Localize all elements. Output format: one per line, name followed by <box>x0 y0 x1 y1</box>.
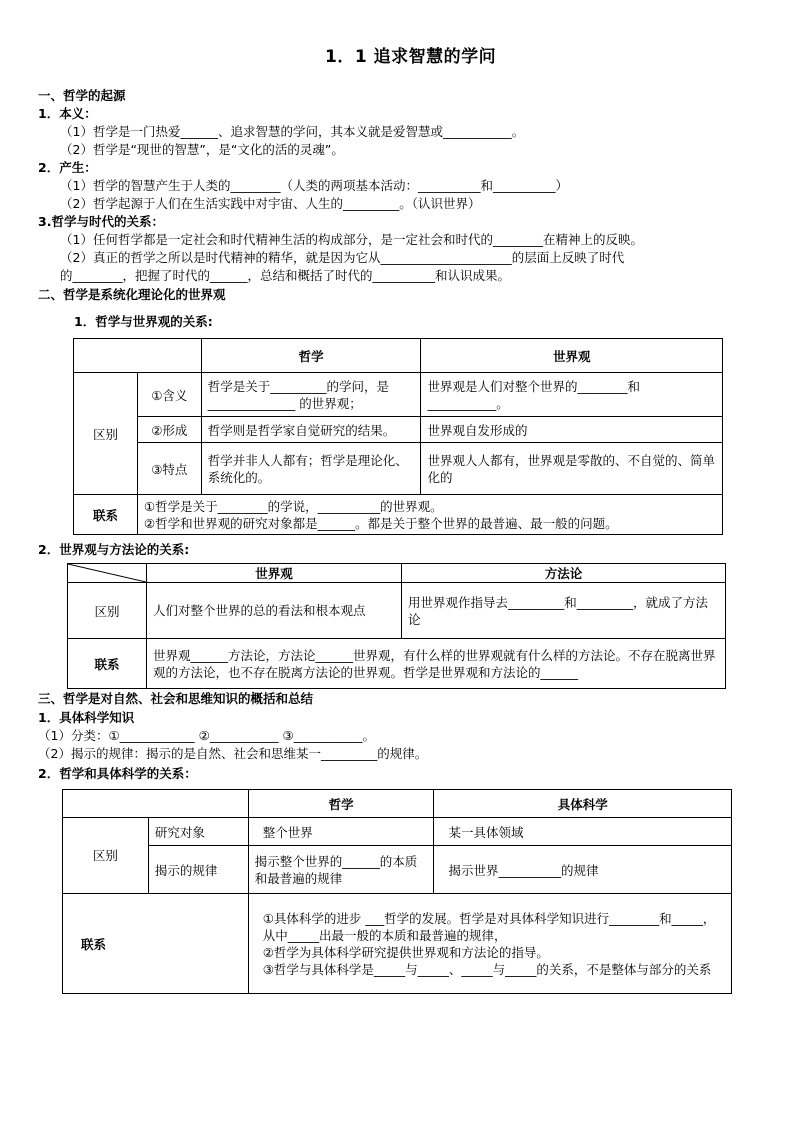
section3-sub2: 2．哲学和具体科学的关系： <box>38 766 197 781</box>
connection-line-1: ①具体科学的进步 ___哲学的发展。哲学是对具体科学知识进行________和_____，从中_____出最一般的本质和最普遍的规律， <box>262 910 716 943</box>
row-label-formation: ②形成 <box>137 417 201 443</box>
table-philosophy-science <box>62 789 732 994</box>
row-label-connection: 联系 <box>63 894 249 994</box>
diagonal-header-cell <box>68 564 147 583</box>
section1-item2-heading: 2．产生： <box>38 160 97 175</box>
diagonal-line <box>68 564 146 582</box>
table-header-blank <box>74 339 202 373</box>
table-row <box>74 443 723 495</box>
connection-line-2: ②哲学为具体科学研究提供世界观和方法论的指导。 <box>262 944 549 960</box>
row-label-object: 研究对象 <box>148 818 248 846</box>
row-label-difference: 区别 <box>68 583 147 639</box>
connection-line-3: ③哲学与具体科学是_____与_____、_____与_____的关系，不是整体与部分的关系 <box>262 961 712 977</box>
cell-philosophy-feature: 哲学并非人人都有；哲学是理论化、系统化的。 <box>201 443 421 495</box>
page-title: 1．1 追求智慧的学问 <box>325 47 497 67</box>
section2-sub2: 2．世界观与方法论的关系: <box>38 542 190 557</box>
row-group-difference: 区别 <box>74 373 138 495</box>
table-header-worldview: 世界观 <box>421 339 723 373</box>
section1-item1-line1: （1）哲学是一门热爱______、追求智慧的学问，其本义就是爱智慧或___________。 <box>60 124 525 139</box>
cell-science-law: 揭示世界__________的规律 <box>434 846 732 894</box>
table-header-worldview: 世界观 <box>147 564 402 583</box>
section3-sub1: 1．具体科学知识 <box>38 710 135 725</box>
table-row <box>68 583 726 639</box>
table-row <box>74 495 723 535</box>
table-worldview-methodology <box>67 563 726 689</box>
section1-item1-heading: 1．本义： <box>38 106 97 121</box>
section1-item1-line2: （2）哲学是“现世的智慧”，是“文化的活的灵魂”。 <box>60 142 344 157</box>
section3-heading: 三、哲学是对自然、社会和思维知识的概括和总结 <box>38 691 314 706</box>
row-label-law: 揭示的规律 <box>148 846 248 894</box>
section1-item3-line2: （2）真正的哲学之所以是时代精神的精华，就是因为它从_____________________的层面上反映了时代 <box>60 250 625 265</box>
table-row <box>74 339 723 373</box>
table-row <box>63 790 732 818</box>
row-label-meaning: ①含义 <box>137 373 201 417</box>
table-row <box>74 373 723 417</box>
table-row <box>63 894 732 994</box>
section1-item3-line1: （1）任何哲学都是一定社会和时代精神生活的构成部分，是一定社会和时代的________在精神上的反映。 <box>60 232 643 247</box>
section3-sub1-line1: （1）分类：①____________ ②___________ ③___________。 <box>38 728 376 743</box>
cell-methodology-difference: 用世界观作指导去_________和_________，就成了方法论 <box>402 583 726 639</box>
table-header-philosophy: 哲学 <box>248 790 434 818</box>
table-philosophy-worldview <box>73 338 723 535</box>
cell-science-object: 某一具体领域 <box>434 818 732 846</box>
cell-connection <box>248 894 731 994</box>
section1-item3-line3: 的________，把握了时代的______，总结和概括了时代的__________和认识成果。 <box>60 268 511 283</box>
cell-connection: 世界观______方法论，方法论______世界观，有什么样的世界观就有什么样的方法论。不存在脱离世界观的方法论，也不存在脱离方法论的世界观。哲学是世界观和方法论的______ <box>147 639 726 689</box>
section2-sub1: 1．哲学与世界观的关系: <box>74 314 213 329</box>
section3-sub1-line2: （2）揭示的规律：揭示的是自然、社会和思维某一_________的规律。 <box>38 746 428 761</box>
row-label-connection: 联系 <box>68 639 147 689</box>
cell-worldview-formation: 世界观自发形成的 <box>421 417 723 443</box>
section1-item2-line2: （2）哲学起源于人们在生活实践中对宇宙、人生的_________。（认识世界） <box>60 196 481 211</box>
section1-item3-heading: 3.哲学与时代的关系： <box>38 214 164 229</box>
table-row <box>74 417 723 443</box>
cell-worldview-meaning: 世界观是人们对整个世界的________和___________。 <box>421 373 723 417</box>
cell-worldview-feature: 世界观人人都有，世界观是零散的、不自觉的、简单化的 <box>421 443 723 495</box>
cell-philosophy-law: 揭示整个世界的______的本质和最普遍的规律 <box>248 846 434 894</box>
table-row <box>63 818 732 846</box>
table-header-methodology: 方法论 <box>402 564 726 583</box>
cell-philosophy-meaning: 哲学是关于_________的学问，是 ______________ 的世界观； <box>201 373 421 417</box>
cell-connection <box>137 495 722 535</box>
section1-item2-line1: （1）哲学的智慧产生于人类的________（人类的两项基本活动：__________和__________） <box>60 178 568 193</box>
table-header-science: 具体科学 <box>434 790 732 818</box>
row-group-difference: 区别 <box>63 818 149 894</box>
row-label-connection: 联系 <box>74 495 138 535</box>
connection-line-1: ①哲学是关于________的学说，__________的世界观。 <box>143 498 443 514</box>
table-header-blank <box>63 790 249 818</box>
connection-line-2: ②哲学和世界观的研究对象都是______。都是关于整个世界的最普遍、最一般的问题。 <box>143 515 618 531</box>
table-row <box>68 564 726 583</box>
cell-philosophy-formation: 哲学则是哲学家自觉研究的结果。 <box>201 417 421 443</box>
table-header-philosophy: 哲学 <box>201 339 421 373</box>
cell-philosophy-object: 整个世界 <box>248 818 434 846</box>
row-label-feature: ③特点 <box>137 443 201 495</box>
table-row <box>63 846 732 894</box>
section1-heading: 一、哲学的起源 <box>38 88 126 103</box>
section2-heading: 二、哲学是系统化理论化的世界观 <box>38 287 226 302</box>
cell-worldview-difference: 人们对整个世界的总的看法和根本观点 <box>147 583 402 639</box>
table-row <box>68 639 726 689</box>
